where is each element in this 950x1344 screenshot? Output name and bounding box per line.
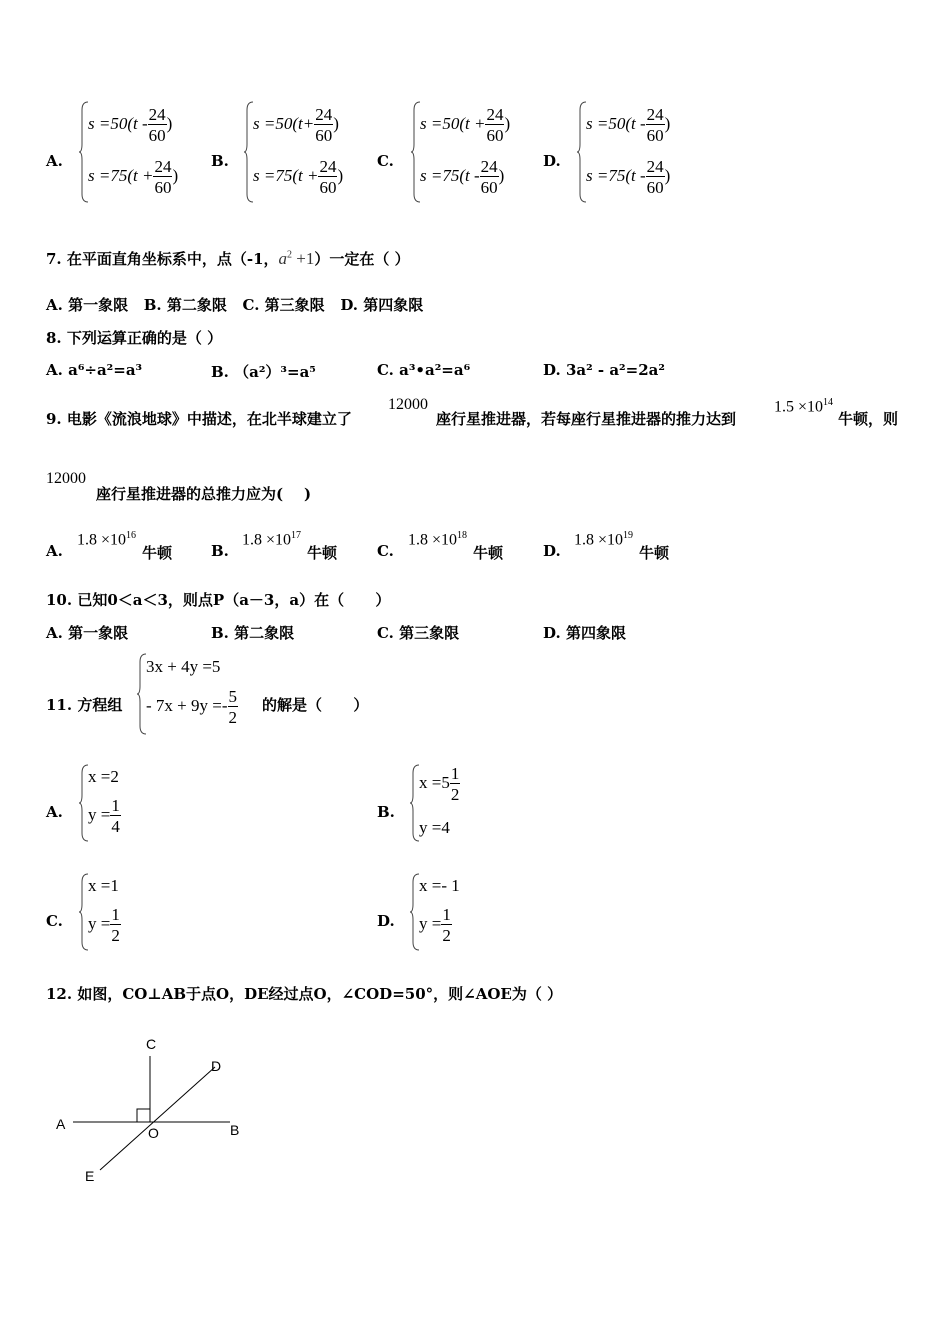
q8-option-c: C. a³•a²=a⁶ (377, 361, 471, 379)
q6-c-row1: s =50(t + $\frac{24}{60}$ ) (420, 105, 511, 145)
q11-option-a-system (78, 763, 178, 843)
q9-option-c-unit: 牛顿 (473, 544, 504, 562)
q6-option-d-system (576, 100, 706, 204)
q9-option-a-value: $1.8 \times 10^{16}$ (77, 530, 137, 549)
label-d: D (211, 1058, 222, 1074)
q9-option-c-value: $1.8 \times 10^{18}$ (408, 530, 468, 549)
q11-option-b-system (409, 763, 509, 843)
q11-c-row2: y = $\frac{1}{2}$ (88, 905, 120, 945)
q6-option-c-label: C. (377, 152, 394, 170)
q11-option-d-system (409, 872, 509, 952)
q11-option-c-system (78, 872, 178, 952)
label-a: A (56, 1116, 66, 1132)
q11-system (136, 652, 266, 736)
q9-option-d-unit: 牛顿 (639, 544, 670, 562)
q11-suffix: 的解是（ ） (262, 696, 369, 714)
q11-c-row1: x =1 (88, 876, 119, 895)
q9-option-b-label: B. (211, 542, 229, 560)
q8-option-d: D. 3a² - a²=2a² (543, 361, 665, 379)
q6-option-b-system (243, 100, 373, 204)
q9-number-12000-a: 12000 (388, 396, 428, 413)
q11-a-row1: x =2 (88, 767, 119, 786)
q11-option-c-label: C. (46, 912, 63, 930)
label-c: C (146, 1036, 157, 1052)
right-angle-mark-icon (137, 1109, 150, 1122)
q6-b-row2: s =75(t + $\frac{24}{60}$ ) (253, 157, 344, 197)
q7-options: A. 第一象限 B. 第二象限 C. 第三象限 D. 第四象限 (46, 296, 424, 314)
q6-a-row2: s =75(t + $\frac{24}{60}$ ) (88, 157, 179, 197)
q12-stem: 12. 如图，CO⊥AB于点O，DE经过点O，∠COD=50°，则∠AOE为（ ） (46, 985, 563, 1003)
q10-option-c: C. 第三象限 (377, 624, 460, 642)
q8-stem: 8. 下列运算正确的是（ ） (46, 329, 223, 347)
q9-option-a-label: A. (46, 542, 63, 560)
q9-option-b-unit: 牛顿 (307, 544, 338, 562)
q11-a-row2: y = $\frac{1}{4}$ (88, 796, 120, 836)
q6-option-b-label: B. (211, 152, 229, 170)
q9-number-12000-b: 12000 (46, 470, 86, 487)
q11-b-row1: x =5 $\frac{1}{2}$ (419, 764, 460, 804)
q11-eq2: - 7x + 9y =- $\frac{5}{2}$ (146, 687, 237, 727)
q9-option-d-label: D. (543, 542, 561, 560)
q9-stem-line1c: 牛顿，则 (838, 410, 899, 428)
q8-option-b: B. （a²）³=a⁵ (211, 363, 316, 381)
q9-stem-line2: 座行星推进器的总推力应为( ) (96, 485, 312, 503)
q10-option-a: A. 第一象限 (46, 624, 129, 642)
q11-b-row2: y =4 (419, 818, 450, 837)
q6-b-row1: s =50(t+ $\frac{24}{60}$ ) (253, 105, 339, 145)
q9-stem-line1: 9. 电影《流浪地球》中描述，在北半球建立了 (46, 410, 352, 428)
q6-c-row2: s =75(t - $\frac{24}{60}$ ) (420, 157, 505, 197)
q11-option-a-label: A. (46, 803, 63, 821)
q11-d-row1: x =- 1 (419, 876, 460, 895)
q9-force-power: $1.5 \times 10^{14}$ (774, 397, 834, 416)
label-e: E (85, 1168, 95, 1184)
q6-a-row1: s =50(t - $\frac{24}{60}$ ) (88, 105, 173, 145)
q10-option-b: B. 第二象限 (211, 624, 295, 642)
q6-d-row2: s =75(t - $\frac{24}{60}$ ) (586, 157, 671, 197)
q6-option-a-label: A. (46, 152, 63, 170)
q6-option-d-label: D. (543, 152, 561, 170)
q6-option-c-system (410, 100, 540, 204)
q12-figure (40, 1030, 260, 1190)
q6-d-row1: s =50(t - $\frac{24}{60}$ ) (586, 105, 671, 145)
q8-option-a: A. a⁶÷a²=a³ (46, 361, 143, 379)
q9-option-b-value: $1.8 \times 10^{17}$ (242, 530, 302, 549)
q6-option-a-system (78, 100, 208, 204)
q11-d-row2: y = $\frac{1}{2}$ (419, 905, 451, 945)
q10-stem: 10. 已知0＜a＜3，则点P（a－3，a）在（ ） (46, 591, 391, 609)
q9-option-c-label: C. (377, 542, 394, 560)
q11-option-b-label: B. (377, 803, 395, 821)
q7-stem: 7. 在平面直角坐标系中，点（-1，$a^2 +1$）一定在（ ） (46, 249, 410, 268)
label-b: B (230, 1122, 240, 1138)
label-o: O (148, 1125, 159, 1141)
q9-stem-line1b: 座行星推进器，若每座行星推进器的推力达到 (436, 410, 737, 428)
q9-option-a-unit: 牛顿 (142, 544, 173, 562)
q11-option-d-label: D. (377, 912, 395, 930)
q9-option-d-value: $1.8 \times 10^{19}$ (574, 530, 634, 549)
q11-eq1: 3x + 4y =5 (146, 657, 221, 676)
q10-option-d: D. 第四象限 (543, 624, 626, 642)
q11-prefix: 11. 方程组 (46, 696, 123, 714)
line-de (100, 1067, 215, 1170)
